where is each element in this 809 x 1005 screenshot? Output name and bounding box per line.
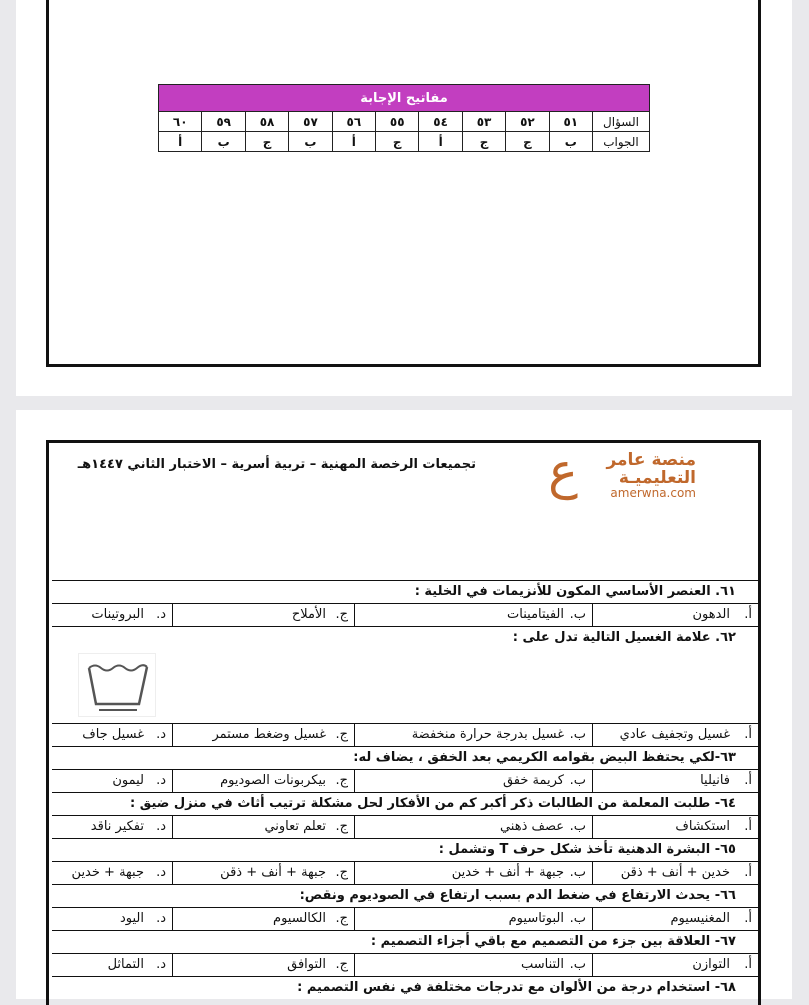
option-a[interactable]: أ.المغنيسيوم (592, 908, 758, 930)
options-row (52, 603, 758, 626)
answer-letter: ج (245, 132, 288, 152)
option-b[interactable]: ب.الفيتامينات (354, 604, 592, 626)
option-c[interactable]: ج.تعلم تعاوني (172, 816, 354, 838)
option-b[interactable]: ب.غسيل بدرجة حرارة منخفضة (354, 724, 592, 746)
options-row (52, 861, 758, 884)
answer-letter: ب (549, 132, 592, 152)
options-row (52, 723, 758, 746)
options-row (52, 953, 758, 976)
question-text: ٦٦- يحدث الارتفاع في ضغط الدم بسبب ارتفاع في الصوديوم ونقص: (52, 884, 758, 907)
question-number: ٥٥ (376, 112, 419, 132)
option-c[interactable]: ج.الكالسيوم (172, 908, 354, 930)
platform-logo (548, 442, 706, 506)
answer-letter: أ (419, 132, 462, 152)
answer-letter: أ (332, 132, 375, 152)
answer-key-table (158, 84, 650, 152)
option-a[interactable]: أ.الدهون (592, 604, 758, 626)
option-a[interactable]: أ.غسيل وتجفيف عادي (592, 724, 758, 746)
option-c[interactable]: ج.غسيل وضغط مستمر (172, 724, 354, 746)
wash-symbol-icon (78, 653, 156, 717)
option-b[interactable]: ب.عصف ذهني (354, 816, 592, 838)
logo-mark: ع (548, 442, 578, 500)
options-row (52, 907, 758, 930)
answer-letter: ج (506, 132, 549, 152)
question-text: ٦٨- استخدام درجة من الألوان مع تدرجات مختلفة في نفس التصميم : (52, 976, 758, 999)
question-text: ٦٢. علامة الغسيل التالية تدل على : (52, 626, 758, 649)
question-image-area (52, 649, 758, 723)
answer-row (159, 132, 650, 152)
question-number: ٥٦ (332, 112, 375, 132)
option-b[interactable]: ب.البوتاسيوم (354, 908, 592, 930)
option-a[interactable]: أ.التوازن (592, 954, 758, 976)
answer-label: الجواب (593, 132, 650, 152)
question-text: ٦٥- البشرة الدهنية تأخذ شكل حرف T وتشمل : (52, 838, 758, 861)
question-number: ٥٩ (202, 112, 245, 132)
answer-letter: أ (159, 132, 202, 152)
option-c[interactable]: ج.جبهة + أنف + ذقن (172, 862, 354, 884)
answer-letter: ج (376, 132, 419, 152)
question-number: ٥٢ (506, 112, 549, 132)
option-a[interactable]: أ.فانيليا (592, 770, 758, 792)
option-d[interactable]: د.جبهة + خدين (71, 865, 166, 880)
option-d[interactable]: د.البروتينات (91, 607, 166, 622)
answer-letter: ج (462, 132, 505, 152)
question-text: ٦٤- طلبت المعلمة من الطالبات ذكر أكبر كم من الأفكار لحل مشكلة ترتيب أثاث في منزل ضيق : (52, 792, 758, 815)
option-a[interactable]: أ.استكشاف (592, 816, 758, 838)
answer-letter: ب (202, 132, 245, 152)
question-text: ٦٣-لكي يحتفظ البيض بقوامه الكريمي بعد الخفق ، يضاف له: (52, 746, 758, 769)
option-b[interactable]: ب.جبهة + أنف + خدين (354, 862, 592, 884)
logo-name: منصة عامر (606, 450, 696, 470)
question-number: ٥٧ (289, 112, 332, 132)
option-c[interactable]: ج.الأملاح (172, 604, 354, 626)
question-label: السؤال (593, 112, 650, 132)
option-d[interactable]: د.اليود (119, 911, 166, 926)
option-b[interactable]: ب.كريمة خفق (354, 770, 592, 792)
logo-url: amerwna.com (610, 486, 696, 500)
question-number: ٥٣ (462, 112, 505, 132)
options-row (52, 769, 758, 792)
option-d[interactable]: د.تفكير ناقد (90, 819, 166, 834)
option-c[interactable]: ج.التوافق (172, 954, 354, 976)
option-c[interactable]: ج.بيكربونات الصوديوم (172, 770, 354, 792)
option-d[interactable]: د.ليمون (112, 773, 166, 788)
question-text: ٦١. العنصر الأساسي المكون للأنزيمات في الخلية : (52, 580, 758, 603)
question-number: ٦٠ (159, 112, 202, 132)
option-d[interactable]: د.التماثل (107, 957, 166, 972)
answer-letter: ب (289, 132, 332, 152)
option-b[interactable]: ب.التناسب (354, 954, 592, 976)
question-number: ٥٤ (419, 112, 462, 132)
document-title: تجميعات الرخصة المهنية – تربية أسرية – الاختبار الثاني ١٤٤٧هـ (77, 457, 476, 472)
question-text: ٦٧- العلاقة بين جزء من التصميم مع باقي أجزاء التصميم : (52, 930, 758, 953)
option-a[interactable]: أ.خدين + أنف + ذقن (592, 862, 758, 884)
question-number: ٥٨ (245, 112, 288, 132)
question-number: ٥١ (549, 112, 592, 132)
question-number-row (159, 112, 650, 132)
page-sheet-top (16, 0, 792, 396)
questions-list (52, 580, 758, 999)
logo-subtitle: التعليميـة (618, 468, 696, 488)
answer-key-title: مفاتيح الإجابة (159, 85, 650, 112)
options-row (52, 815, 758, 838)
page-frame-top (46, 0, 761, 367)
option-d[interactable]: د.غسيل جاف (82, 727, 166, 742)
